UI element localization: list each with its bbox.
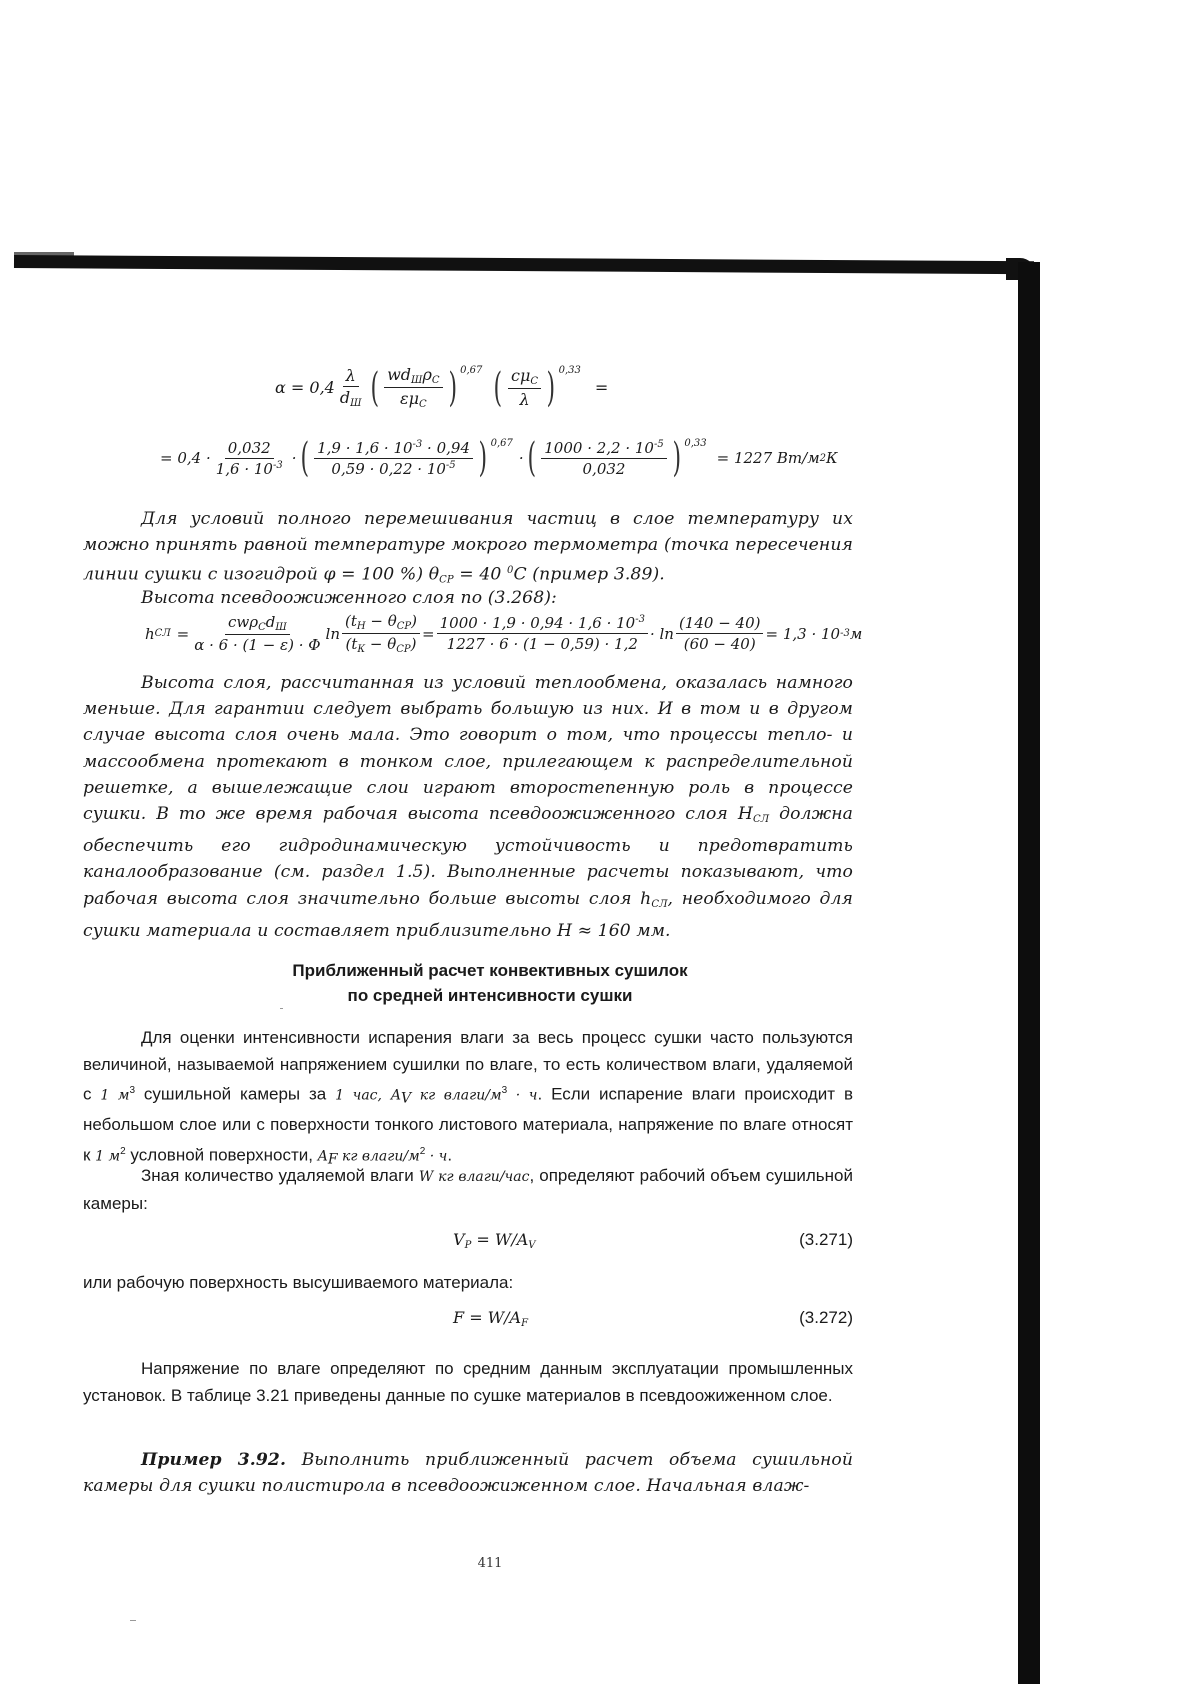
paren-open: ( xyxy=(527,435,536,481)
scan-speck xyxy=(280,1008,283,1009)
formula-text: − θ xyxy=(365,612,397,630)
formula-subscript: К xyxy=(357,644,366,655)
scan-border-top xyxy=(14,255,1034,274)
formula-inline: H xyxy=(737,804,753,825)
formula-inline: A xyxy=(317,1148,328,1165)
formula-exponent: 0,33 xyxy=(558,365,581,376)
formula-inline: кг влаги/м xyxy=(411,1087,502,1104)
formula-subscript: С xyxy=(431,375,440,386)
text-span: , определяют рабочий объем сушильной камеры: xyxy=(83,1166,854,1213)
formula-result: = 1,3 · 10 xyxy=(765,624,841,643)
formula-text: · 0,94 xyxy=(422,438,470,457)
fraction-numerator xyxy=(384,365,442,388)
formula-inline: 1 м xyxy=(100,1087,130,1104)
formula-text: = xyxy=(422,624,435,643)
formula-text: − θ xyxy=(365,635,397,653)
fraction xyxy=(337,366,365,409)
fraction-denominator xyxy=(213,459,286,478)
fraction-denominator: λ xyxy=(519,390,530,409)
formula-subscript: C xyxy=(258,622,266,633)
formula-inline: h xyxy=(640,888,652,909)
text-span: Для оценки интенсивности испарения влаги за весь процесс сушки часто пользуются величиной, называемой напряжением сушилки по влаге, то есть количеством влаги, удаляемой с xyxy=(83,1028,853,1104)
formula-text: ρ xyxy=(422,365,432,384)
formula-subscript: СЛ xyxy=(651,898,668,910)
paragraph-drying-intensity xyxy=(83,1025,853,1173)
formula-subscript: СР xyxy=(396,644,411,655)
fraction-denominator: 0,032 xyxy=(582,459,626,478)
fraction xyxy=(541,439,666,478)
formula-text: ) xyxy=(410,635,417,653)
formula-exponent: 0,67 xyxy=(460,365,483,376)
formula-exponent: 2 xyxy=(419,1146,426,1158)
formula-text: wd xyxy=(387,365,412,384)
scan-speck xyxy=(130,1620,136,1621)
formula-text: εμ xyxy=(400,389,419,408)
formula-text: 1000 · 1,9 · 0,94 · 1,6 · 10 xyxy=(439,614,636,632)
text-span: . xyxy=(447,1145,453,1165)
fraction-numerator: 0,032 xyxy=(225,439,274,459)
text-span: . xyxy=(665,920,671,941)
fraction-denominator xyxy=(337,387,365,409)
paragraph-working-volume xyxy=(83,1163,853,1217)
formula-text: h xyxy=(145,624,155,643)
fraction-numerator: λ xyxy=(343,366,359,387)
formula-text: cwρ xyxy=(228,613,259,631)
fraction xyxy=(191,613,323,654)
fraction-numerator: (140 − 40) xyxy=(676,614,764,634)
equation-3-272 xyxy=(83,1308,853,1338)
formula-exponent: 2 xyxy=(819,452,826,464)
formula-text: 0,59 · 0,22 · 10 xyxy=(331,459,446,478)
formula-text: · ln xyxy=(649,624,674,643)
text-span: Высота псевдоожиженного слоя по (3.268): xyxy=(141,588,557,608)
formula-exponent: -3 xyxy=(412,438,423,450)
paren-close: ) xyxy=(546,364,556,411)
fraction-numerator xyxy=(225,613,290,635)
formula-inline: · ч xyxy=(507,1087,538,1104)
paragraph-example-3-92 xyxy=(83,1447,853,1499)
paragraph-bed-height-ref xyxy=(83,585,853,611)
formula-inline: кг влаги/м xyxy=(337,1148,420,1165)
formula-text: F = W/A xyxy=(453,1308,522,1327)
formula-inline: 1 м xyxy=(95,1148,121,1165)
formula-subscript: F xyxy=(327,1151,338,1168)
formula-text: (t xyxy=(345,635,358,653)
formula-text: = xyxy=(594,378,609,397)
formula-subscript: СЛ xyxy=(154,628,171,639)
formula-subscript: С xyxy=(530,376,539,387)
fraction-denominator: 1227 · 6 · (1 − 0,59) · 1,2 xyxy=(446,635,638,653)
formula-exponent: 0,67 xyxy=(490,438,513,449)
formula-text: 1,6 · 10 xyxy=(215,459,273,478)
fraction-denominator xyxy=(328,459,458,478)
fraction-denominator xyxy=(343,634,420,655)
formula-exponent: 0 xyxy=(507,565,514,577)
formula-exponent: 3 xyxy=(129,1085,136,1097)
formula-text: (t xyxy=(345,612,357,630)
text-span: , необходимого для сушки материала и составляет приблизительно xyxy=(83,888,854,941)
text-span: Высота слоя, рассчитанная из условий теплообмена, оказалась намного меньше. Для гарантии следует выбрать большую из них. И в том и в другом случае высота слоя очень мала. Это говорит о том, что процессы тепло- и массообмена протекают в тонком слое, прилегающем к распределительной решетке, а вышележащие слои играют второстепенную роль в процессе сушки. В то же время рабочая высота псевдоожиженного слоя xyxy=(83,673,853,825)
formula-subscript: С xyxy=(418,399,427,410)
paren-open: ( xyxy=(370,364,379,411)
fraction-denominator: (60 − 40) xyxy=(683,635,756,653)
fraction xyxy=(342,612,420,655)
text-span: Зная количество удаляемой влаги xyxy=(141,1166,419,1185)
formula-subscript: Ш xyxy=(275,622,287,633)
formula-subscript: Ш xyxy=(411,375,423,386)
formula-text: 1,9 · 1,6 · 10 xyxy=(317,438,413,457)
formula-subscript: V xyxy=(400,1090,412,1107)
text-span: . Если испарение влаги происходит в небольшом слое или с поверхности тонкого листового материала, напряжение по влаге относят к xyxy=(83,1084,853,1165)
text-span: или рабочую поверхность высушиваемого материала: xyxy=(83,1273,514,1292)
fraction xyxy=(314,439,473,478)
paragraph-mixing-conditions xyxy=(83,506,853,594)
page-number: 411 xyxy=(477,1556,503,1571)
fraction-numerator xyxy=(437,614,648,634)
fraction-denominator: α · 6 · (1 − ε) · Φ xyxy=(194,636,321,654)
paren-open: ( xyxy=(493,364,503,411)
formula-text: d xyxy=(339,388,351,407)
fraction xyxy=(676,614,764,653)
formula-subscript: Н xyxy=(356,621,366,632)
formula-text: = 0,4 · xyxy=(160,449,211,467)
formula-text: = W/A xyxy=(471,1230,529,1249)
formula-inline: 1 час, xyxy=(335,1087,382,1104)
formula-text: d xyxy=(265,613,276,631)
paren-close: ) xyxy=(478,435,488,481)
text-span: С (пример 3.89). xyxy=(513,565,665,586)
formula-text: ) xyxy=(411,612,418,630)
formula-subscript: P xyxy=(464,1240,472,1251)
formula-exponent: -5 xyxy=(653,438,664,450)
formula-text: V xyxy=(453,1230,465,1249)
formula-text: cμ xyxy=(511,366,531,385)
formula-inline: W кг влаги/час xyxy=(418,1169,530,1185)
formula-subscript: V xyxy=(528,1240,536,1251)
paren-close: ) xyxy=(672,435,681,481)
fraction-numerator xyxy=(342,612,420,634)
paragraph-bed-height-discussion xyxy=(83,670,853,944)
formula-subscript: Ш xyxy=(350,398,362,409)
fraction-numerator xyxy=(541,439,666,459)
text-span: должна обеспечить его гидродинамическую устойчивость и предотвратить каналообразование (см. раздел 1.5). Выполненные расчеты показывают, что рабочая высота слоя значительно больше высоты слоя xyxy=(83,804,853,909)
formula-alpha-line2: = 0,4 · $\frac{0,032}{1,6 \cdot 10^{-3}}$ · ( $\frac{1,9 \cdot 1,6 \cdot 10^{-3} \cdot 0,94}{0,59 \cdot 0,22 \cdot 10^{-5}}$ ) $^{0,67}$ · ( $\frac{1000 \cdot 2,2 \cdot 10^{-5}}{0,032}$ ) $^{0,33}$ = 1227 Вт/м 2 К xyxy=(160,435,838,481)
text-span: Для условий полного перемешивания частиц в слое температуру их можно принять равной температуре мокрого термометра (точка пересечения линии сушки с изогидрой xyxy=(83,509,853,586)
formula-exponent: -3 xyxy=(635,614,645,625)
example-label: Пример 3.92. xyxy=(141,1450,287,1470)
paren-close: ) xyxy=(448,364,457,411)
formula-exponent: 2 xyxy=(120,1146,126,1158)
formula-text: К xyxy=(826,449,838,467)
section-heading-line1: Приближенный расчет конвективных сушилок xyxy=(292,961,688,980)
paren-open: ( xyxy=(300,435,309,481)
text-span: ) xyxy=(416,565,429,586)
formula-inline: · ч xyxy=(425,1148,448,1165)
formula-subscript: F xyxy=(521,1318,529,1329)
fraction xyxy=(508,366,541,409)
fraction-numerator xyxy=(314,439,473,459)
fraction-numerator xyxy=(508,366,541,389)
formula-alpha-line1 xyxy=(275,365,608,410)
fraction xyxy=(213,439,286,478)
text-span: условной поверхности, xyxy=(125,1145,318,1165)
formula-text: м xyxy=(849,624,863,643)
formula-subscript: СР xyxy=(396,621,412,632)
section-heading-line2: по средней интенсивности сушки xyxy=(347,986,633,1005)
formula-text: ln xyxy=(325,624,341,643)
formula-inline: A xyxy=(390,1087,401,1104)
formula-exponent: -3 xyxy=(272,459,283,471)
scan-border-right xyxy=(1018,262,1040,1684)
formula-exponent: -5 xyxy=(445,459,456,471)
equation-number: (3.271) xyxy=(799,1230,853,1249)
formula-inline: H ≈ 160 мм xyxy=(556,920,666,941)
formula-text: 1000 · 2,2 · 10 xyxy=(544,438,654,457)
fraction xyxy=(437,614,648,653)
formula-exponent: -3 xyxy=(840,628,850,639)
section-heading xyxy=(200,958,780,1008)
fraction-denominator xyxy=(397,388,430,410)
formula-result: = 1227 Вт/м xyxy=(716,449,820,467)
formula-bed-height xyxy=(145,612,862,655)
paragraph-moisture-stress xyxy=(83,1356,853,1409)
text-span: сушильной камеры за xyxy=(135,1084,336,1104)
paragraph-working-surface xyxy=(83,1270,853,1297)
formula-exponent: 0,33 xyxy=(684,438,707,449)
text-span: Выполнить приближенный расчет объема сушильной камеры для сушки полистирола в псевдоожиженном слое. Начальная влаж- xyxy=(83,1450,853,1497)
formula-inline: φ = 100 % xyxy=(323,565,417,586)
formula-text: = xyxy=(176,624,190,643)
formula-subscript: СЛ xyxy=(752,814,770,826)
text-span: = 40 xyxy=(453,565,507,586)
text-span: Напряжение по влаге определяют по средним данным эксплуатации промышленных установок. В таблице 3.21 приведены данные по сушке материалов в псевдоожиженном слое. xyxy=(83,1359,853,1405)
formula-inline: θ xyxy=(428,565,440,586)
formula-text: α = 0,4 xyxy=(275,378,335,397)
formula-subscript: СР xyxy=(439,575,454,587)
fraction xyxy=(384,365,442,410)
equation-expression xyxy=(453,1308,528,1329)
equation-expression xyxy=(453,1230,536,1251)
equation-3-271 xyxy=(83,1230,853,1260)
equation-number: (3.272) xyxy=(799,1308,853,1327)
formula-exponent: 3 xyxy=(501,1085,508,1097)
